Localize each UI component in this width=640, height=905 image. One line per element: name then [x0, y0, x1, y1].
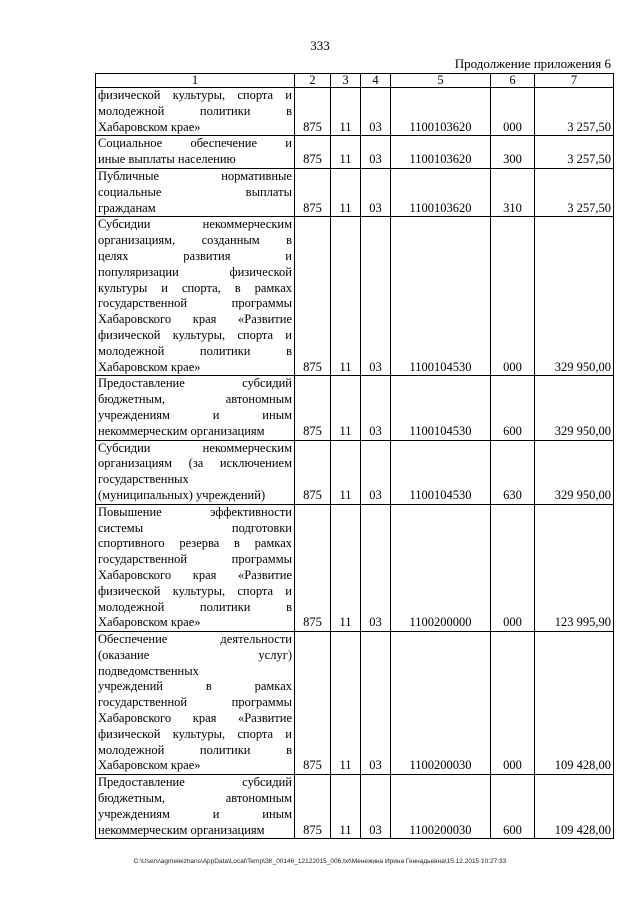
row-name-cell — [96, 217, 295, 376]
chapter-code-cell: 875 — [295, 376, 331, 440]
file-path-footer: C:\Users\agmeleizhans\AppData\Local\Temp\ЗК_00146_12122015_006.txt\Менежина Ирина Геннадьевна\15.12.2015 10:27:33 — [133, 858, 507, 865]
expense-type-cell: 600 — [491, 775, 535, 839]
section-code-cell: 11 — [331, 376, 361, 440]
continuation-label: Продолжение приложения 6 — [454, 56, 611, 71]
target-article-cell: 1100103620 — [391, 168, 491, 216]
row-name-line: Хабаровского края «Развитие — [98, 567, 292, 582]
chapter-code-cell: 875 — [295, 504, 331, 631]
row-name-line: системы подготовки — [98, 520, 292, 535]
row-name-line: (оказание услуг) — [98, 647, 292, 662]
row-name-cell — [96, 440, 295, 504]
amount-cell: 109 428,00 — [535, 775, 614, 839]
row-name-line: физической культуры, спорта и — [98, 726, 292, 741]
expense-type-cell: 630 — [491, 440, 535, 504]
column-header: 6 — [491, 74, 535, 88]
amount-cell: 3 257,50 — [535, 88, 614, 136]
chapter-code-cell: 875 — [295, 217, 331, 376]
section-code-cell: 11 — [331, 440, 361, 504]
amount-cell: 123 995,90 — [535, 504, 614, 631]
target-article-cell: 1100200030 — [391, 632, 491, 775]
subsection-code-cell: 03 — [361, 168, 391, 216]
expense-type-cell: 310 — [491, 168, 535, 216]
subsection-code-cell: 03 — [361, 88, 391, 136]
row-name-line: Хабаровского края «Развитие — [98, 711, 292, 726]
row-name-line: государственных — [98, 472, 189, 487]
row-name-cell — [96, 376, 295, 440]
row-name-line: популяризации физической — [98, 264, 292, 279]
row-name-line: физической культуры, спорта и — [98, 583, 292, 598]
amount-cell: 329 950,00 — [535, 376, 614, 440]
row-name-line: молодежной политики в — [98, 742, 292, 757]
table-row — [96, 376, 614, 440]
amount-cell: 3 257,50 — [535, 136, 614, 169]
row-name-line: государственной программы — [98, 296, 292, 311]
budget-table — [95, 73, 614, 839]
row-name-line: молодежной политики в — [98, 103, 292, 118]
row-name-line: Обеспечение деятельности — [98, 632, 292, 647]
chapter-code-cell: 875 — [295, 88, 331, 136]
amount-cell: 329 950,00 — [535, 440, 614, 504]
row-name-line: социальные выплаты — [98, 184, 292, 199]
expense-type-cell: 000 — [491, 632, 535, 775]
subsection-code-cell: 03 — [361, 217, 391, 376]
row-name-line: физической культуры, спорта и — [98, 88, 292, 102]
chapter-code-cell: 875 — [295, 775, 331, 839]
amount-cell: 329 950,00 — [535, 217, 614, 376]
row-name-line: целях развития и — [98, 248, 292, 263]
expense-type-cell: 000 — [491, 88, 535, 136]
chapter-code-cell: 875 — [295, 440, 331, 504]
row-name-line: Хабаровском крае» — [98, 119, 201, 134]
row-name-line: Публичные нормативные — [98, 168, 292, 183]
row-name-line: организациям (за исключением — [98, 456, 292, 471]
row-name-line: молодежной политики в — [98, 343, 292, 358]
row-name-line: Субсидии некоммерческим — [98, 217, 292, 232]
target-article-cell: 1100200030 — [391, 775, 491, 839]
table-body — [96, 88, 614, 839]
row-name-line: организациям, созданным в — [98, 233, 292, 248]
chapter-code-cell: 875 — [295, 632, 331, 775]
column-header: 2 — [295, 74, 331, 88]
target-article-cell: 1100104530 — [391, 440, 491, 504]
row-name-line: подведомственных — [98, 663, 199, 678]
row-name-line: государственной программы — [98, 695, 292, 710]
row-name-line: молодежной политики в — [98, 599, 292, 614]
row-name-line: учреждений в рамках — [98, 679, 292, 694]
chapter-code-cell: 875 — [295, 168, 331, 216]
row-name-line: Хабаровском крае» — [98, 359, 201, 374]
column-header: 4 — [361, 74, 391, 88]
page-number: 333 — [310, 38, 330, 53]
section-code-cell: 11 — [331, 632, 361, 775]
expense-type-cell: 300 — [491, 136, 535, 169]
table-row — [96, 632, 614, 775]
subsection-code-cell: 03 — [361, 632, 391, 775]
section-code-cell: 11 — [331, 775, 361, 839]
section-code-cell: 11 — [331, 168, 361, 216]
target-article-cell: 1100103620 — [391, 136, 491, 169]
table-row — [96, 88, 614, 136]
subsection-code-cell: 03 — [361, 504, 391, 631]
table-row — [96, 440, 614, 504]
row-name-line: спортивного резерва в рамках — [98, 536, 292, 551]
row-name-cell — [96, 632, 295, 775]
row-name-cell — [96, 168, 295, 216]
row-name-line: некоммерческим организациям — [98, 822, 265, 837]
row-name-cell — [96, 775, 295, 839]
row-name-line: Хабаровского края «Развитие — [98, 312, 292, 327]
target-article-cell: 1100104530 — [391, 217, 491, 376]
expense-type-cell: 000 — [491, 217, 535, 376]
row-name-line: бюджетным, автономным — [98, 791, 292, 806]
expense-type-cell: 000 — [491, 504, 535, 631]
section-code-cell: 11 — [331, 88, 361, 136]
table-row — [96, 217, 614, 376]
column-header: 1 — [96, 74, 295, 88]
row-name-line: Предоставление субсидий — [98, 376, 292, 391]
row-name-cell — [96, 504, 295, 631]
table-row — [96, 168, 614, 216]
row-name-line: Повышение эффективности — [98, 504, 292, 519]
row-name-line: иные выплаты населению — [98, 152, 236, 167]
row-name-line: учреждениям и иным — [98, 806, 292, 821]
subsection-code-cell: 03 — [361, 440, 391, 504]
target-article-cell: 1100103620 — [391, 88, 491, 136]
subsection-code-cell: 03 — [361, 136, 391, 169]
target-article-cell: 1100104530 — [391, 376, 491, 440]
row-name-line: Субсидии некоммерческим — [98, 440, 292, 455]
section-code-cell: 11 — [331, 136, 361, 169]
row-name-line: Предоставление субсидий — [98, 775, 292, 790]
table-row — [96, 504, 614, 631]
row-name-line: физической культуры, спорта и — [98, 327, 292, 342]
subsection-code-cell: 03 — [361, 775, 391, 839]
row-name-cell — [96, 136, 295, 169]
target-article-cell: 1100200000 — [391, 504, 491, 631]
column-header: 7 — [535, 74, 614, 88]
row-name-line: (муниципальных) учреждений) — [98, 487, 266, 502]
table-row — [96, 136, 614, 169]
section-code-cell: 11 — [331, 504, 361, 631]
amount-cell: 3 257,50 — [535, 168, 614, 216]
section-code-cell: 11 — [331, 217, 361, 376]
column-header: 5 — [391, 74, 491, 88]
row-name-line: гражданам — [98, 200, 156, 215]
row-name-line: государственной программы — [98, 552, 292, 567]
row-name-line: Хабаровском крае» — [98, 615, 201, 630]
row-name-line: учреждениям и иным — [98, 407, 292, 422]
chapter-code-cell: 875 — [295, 136, 331, 169]
subsection-code-cell: 03 — [361, 376, 391, 440]
row-name-line: Социальное обеспечение и — [98, 136, 292, 151]
amount-cell: 109 428,00 — [535, 632, 614, 775]
row-name-line: культуры и спорта, в рамках — [98, 280, 292, 295]
table-row — [96, 775, 614, 839]
row-name-line: Хабаровском крае» — [98, 758, 201, 773]
expense-type-cell: 600 — [491, 376, 535, 440]
table-header-row — [96, 74, 614, 88]
row-name-line: некоммерческим организациям — [98, 423, 265, 438]
column-header: 3 — [331, 74, 361, 88]
row-name-line: бюджетным, автономным — [98, 392, 292, 407]
row-name-cell — [96, 88, 295, 136]
